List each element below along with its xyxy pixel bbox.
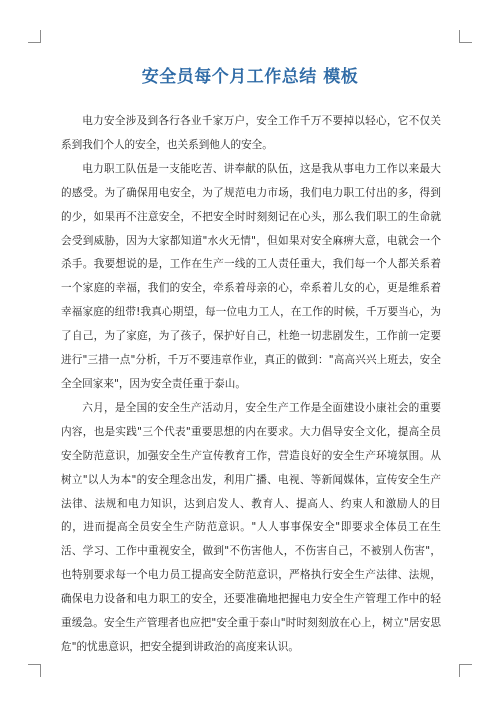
document-title: 安全员每个月工作总结 模板 [141,67,359,87]
paragraph-intro: 电力安全涉及到各行各业千家万户，安全工作千万不要掉以轻心，它不仅关系到我们个人的安全，也关系到他人的安全。 [61,115,441,151]
crop-mark-bottom-left [28,664,41,677]
crop-mark-bottom-right [459,664,472,677]
paragraph-worker-safety: 电力职工队伍是一支能吃苦、讲奉献的队伍，这是我从事电力工作以来最大的感受。为了确保用电安全，为了规范电力市场，我们电力职工付出的多，得到的少，如果再不注意安全，不把安全时时刻刻记在心头，那么我们职工的生命就会受到威胁，因为大家都知道"水火无情"，但如果对安全麻痹大意，电就会一个杀手。我要想说的是，工作在生产一线的工人责任重大，我们每一个人都关系着一个家庭的幸福，我们的安全，牵系着母亲的心，牵系着儿女的心，更是维系着幸福家庭的纽带!我真心期望，每一位电力工人，在工作的时候，千万要当心，为了自己，为了家庭，为了孩子，保护好自己，杜绝一切悲剧发生，工作前一定要进行"三措一点"分析，千万不要违章作业，真正的做到："高高兴兴上班去，安全全全回家来"，因为安全责任重于泰山。 [61,162,441,390]
crop-mark-top-left [28,30,41,43]
document-body [61,110,441,660]
paragraph-safety-month: 六月，是全国的安全生产活动月，安全生产工作是全面建设小康社会的重要内容，也是实践"三个代表"重要思想的内在要求。大力倡导安全文化，提高全员安全防范意识，加强安全生产宣传教育工作，营造良好的安全生产环境氛围。从树立"以人为本"的安全理念出发，利用广播、电视、等新闻媒体，宣传安全生产法律、法规和电力知识，达到启发人、教育人、提高人、约束人和激励人的目的，进而提高全员安全生产防范意识。"人人事事保安全"即要求全体员工在生活、学习、工作中重视安全，做到"不伤害他人，不伤害自己，不被别人伤害"，也特别要求每一个电力员工提高安全防范意识，严格执行安全生产法律、法规，确保电力设备和电力职工的安全，还要准确地把握电力安全生产管理工作中的轻重缓急。安全生产管理者也应把"安全重于泰山"时时刻刻放在心上，树立"居安思危"的忧患意识，把安全提到讲政治的高度来认识。 [61,401,441,653]
crop-mark-top-right [459,30,472,43]
